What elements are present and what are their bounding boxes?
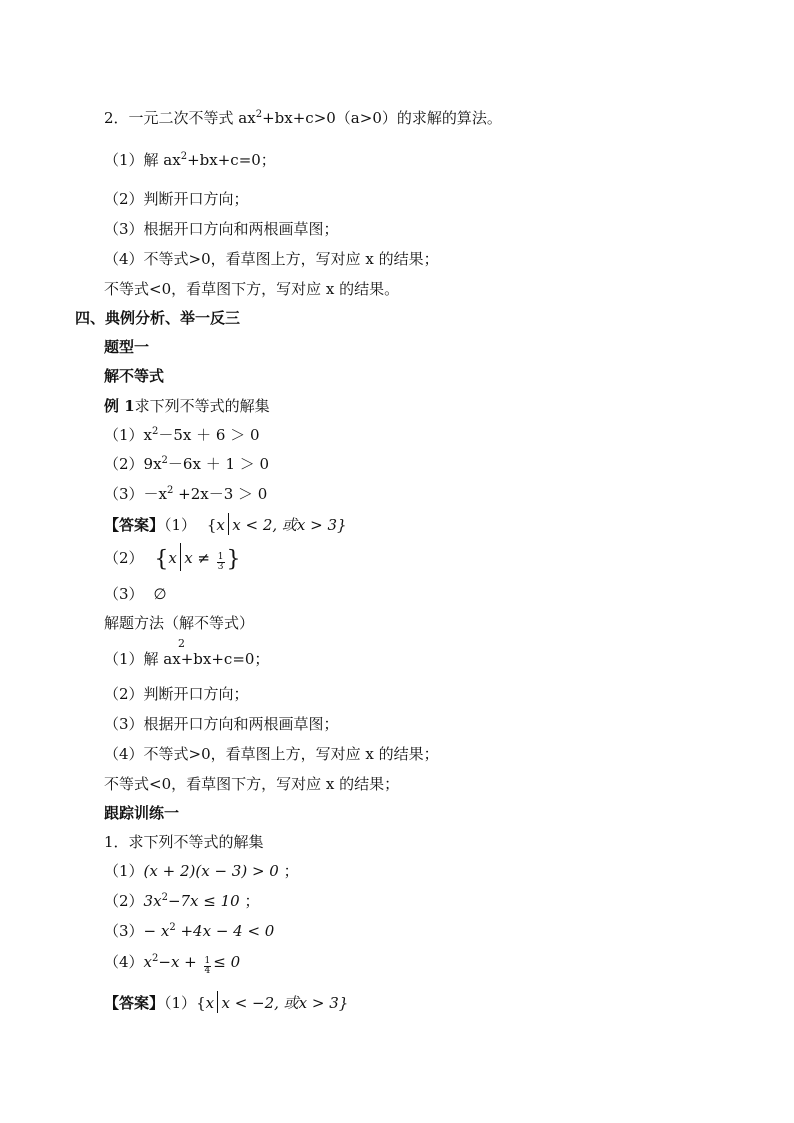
- practice-title: 跟踪训练一: [104, 804, 180, 822]
- fraction-one-quarter: $\frac{1}{4}$: [204, 956, 211, 976]
- section-heading: 四、典例分析、举一反三: [75, 309, 241, 327]
- practice-problem-4: $(4)x^2-x$ + $\frac{1}{4}$ ≤ 0: [104, 953, 241, 976]
- algorithm-step-4: （4）不等式>0，看草图上方，写对应 x 的结果；: [104, 250, 439, 268]
- method-title: 解题方法（解不等式）: [104, 614, 255, 632]
- algorithm-step-3: （3）根据开口方向和两根画草图；: [104, 220, 339, 238]
- answer-label: 【答案】: [104, 516, 165, 534]
- example-problem-3: $(3)-x^2 +2x-3 > 0$: [104, 485, 268, 503]
- type-name: 解不等式: [104, 367, 165, 385]
- method-step-3: （3）根据开口方向和两根画草图；: [104, 715, 339, 733]
- method-step-1: （1）解 ax+bx+c=0；: [104, 650, 270, 668]
- type-label: 题型一: [104, 338, 150, 356]
- example-answer-1: 【答案】（1） {x x < 2, 或x > 3}: [104, 513, 347, 535]
- example-text: 求下列不等式的解集: [134, 397, 270, 415]
- practice-problem-1: （1）(x + 2)(x − 3) > 0 ；: [104, 862, 299, 880]
- method-step-4: （4）不等式>0，看草图上方，写对应 x 的结果；: [104, 745, 439, 763]
- algorithm-step-1: （1）解 $ax^2+bx+c=0$；: [104, 151, 276, 169]
- practice-question-label: 1．求下列不等式的解集: [104, 833, 264, 851]
- method-step-2: （2）判断开口方向；: [104, 685, 249, 703]
- practice-problem-3: $(3)- x^2 +4x - 4 < 0$: [104, 922, 275, 940]
- fraction-one-third: $\frac{1}{3}$: [217, 552, 224, 572]
- example-problem-2: $(2)9x^2-6x + 1 > 0$: [104, 455, 270, 473]
- algorithm-step-5: 不等式<0，看草图下方，写对应 x 的结果。: [104, 280, 400, 298]
- practice-problem-2: $(2)3x^2-7x \le 10$ ；: [104, 892, 260, 910]
- algorithm-title: 2．一元二次不等式 $ax^2+bx+c>0(a>0)$的求解的算法。: [104, 109, 502, 127]
- example-answer-3: （3） ∅: [104, 585, 167, 603]
- method-step-1-exponent: 2: [178, 637, 185, 650]
- method-step-5: 不等式<0，看草图下方，写对应 x 的结果；: [104, 775, 400, 793]
- example-label: 例 1: [104, 397, 135, 415]
- practice-answer-label: 【答案】: [104, 994, 165, 1012]
- example-heading: [104, 396, 270, 416]
- practice-answer-1: 【答案】（1）{x x < −2, 或x > 3}: [104, 991, 348, 1013]
- example-answer-2: （2） {x x ≠ $\frac{1}{3}$ }: [104, 543, 241, 572]
- algorithm-step-2: （2）判断开口方向；: [104, 190, 249, 208]
- example-problem-1: $(1)x^2-5x + 6 > 0$: [104, 426, 260, 444]
